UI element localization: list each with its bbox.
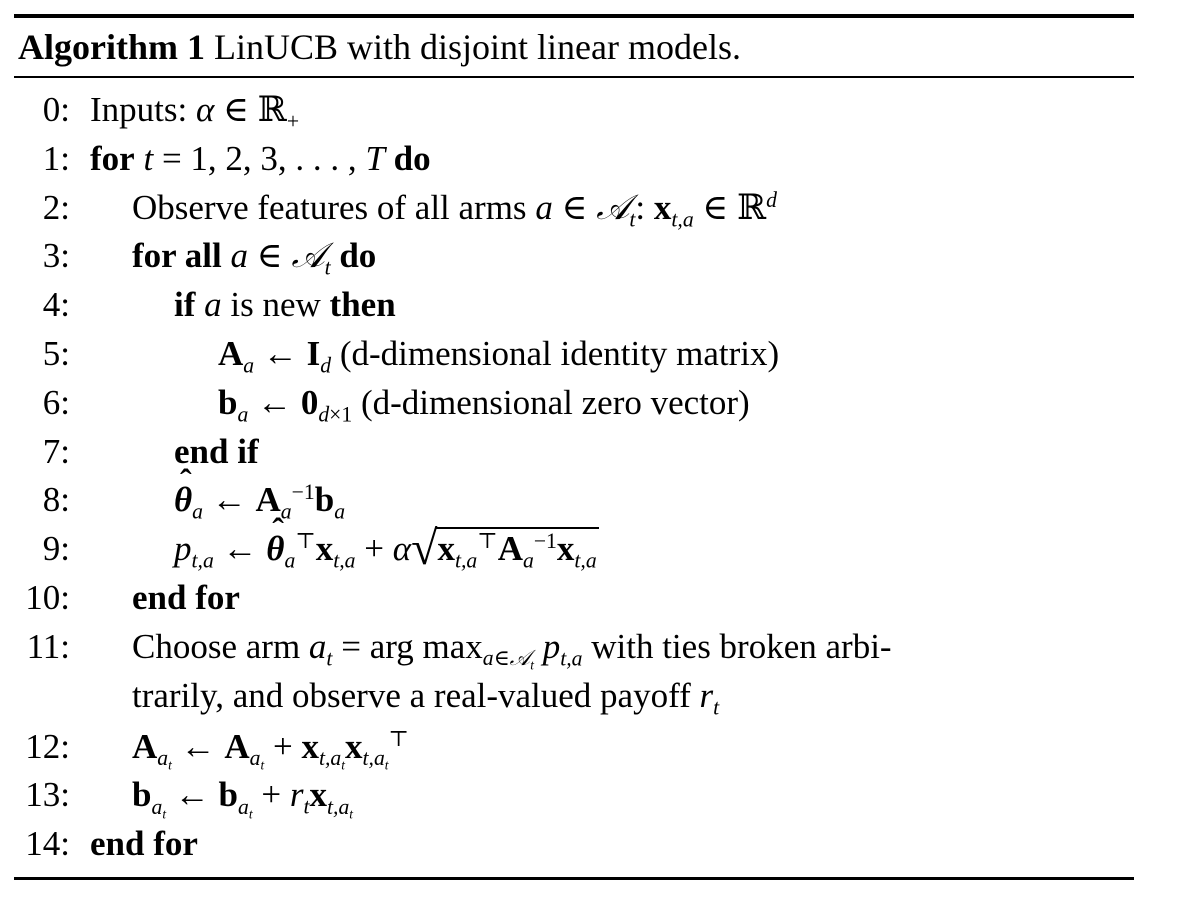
line-number: 3: — [42, 236, 70, 276]
line-text: trarily, and observe a real-valued payoff $r_t$ — [132, 675, 720, 720]
algorithm-line — [14, 86, 1134, 135]
line-number: 1: — [42, 138, 70, 178]
line-number: 13: — [25, 775, 70, 815]
line-text: for t = 1, 2, 3, . . . , T do — [90, 138, 431, 178]
line-number: 10: — [25, 577, 70, 617]
line-text: if a is new then — [174, 285, 396, 325]
line-text: Inputs: α ∈ ℝ$_+$ — [90, 90, 300, 134]
algorithm-line — [14, 330, 1134, 379]
line-number: 4: — [42, 285, 70, 325]
algorithm-line-continuation — [14, 672, 1134, 723]
line-text: Observe features of all arms a ∈ 𝒜$_t$: $x_{t,a}$ ∈ ℝ$^d$ — [132, 187, 778, 232]
algorithm-caption — [14, 18, 1134, 76]
algorithm-line — [14, 522, 1134, 576]
line-number: 14: — [25, 824, 70, 864]
algorithm-line — [14, 723, 1134, 772]
line-number: 2: — [42, 187, 70, 227]
algorithm-line — [14, 281, 1134, 330]
line-text: $b_a$ ← $0_{d\times 1}$ (d-dimensional zero vector) — [218, 382, 750, 427]
algorithm-line — [14, 771, 1134, 820]
algorithm-line — [14, 476, 1134, 525]
line-number: 7: — [42, 431, 70, 471]
bottom-rule — [14, 877, 1134, 880]
line-text: $p_{t,a}$ ← ˆ $\theta_a^⊤x_{t,a} + \alpha√x_{t,a}^⊤A_a^{-1}x_{t,a}$ — [174, 525, 599, 574]
line-text: Choose arm $a_t$ = arg $\max_{a\in 𝒜_t} p_{t,a}$ with ties broken arbi- — [132, 626, 892, 674]
line-number: 6: — [42, 382, 70, 422]
line-text: end for — [132, 577, 240, 617]
line-text: $A_a$ ← $I_d$ (d-dimensional identity matrix) — [218, 333, 780, 378]
line-number: 8: — [42, 480, 70, 520]
algorithm-label: Algorithm 1 — [18, 27, 205, 67]
algorithm-line — [14, 135, 1134, 184]
algorithm-block — [14, 14, 1134, 880]
line-text: $A_{a_t}$ ← $A_{a_t} + x_{t,a_t}x_{t,a_t}^⊤$ — [132, 726, 409, 773]
line-text: end if — [174, 431, 259, 471]
algorithm-line — [14, 379, 1134, 428]
algorithm-line — [14, 184, 1134, 233]
line-number: 5: — [42, 333, 70, 373]
line-number: 11: — [26, 626, 70, 666]
line-text: for all a ∈ 𝒜$_t$ do — [132, 236, 377, 280]
line-number: 12: — [25, 726, 70, 766]
algorithm-lines — [14, 78, 1134, 869]
line-number: 0: — [42, 90, 70, 129]
line-number: 9: — [42, 529, 70, 569]
algorithm-line — [14, 232, 1134, 281]
line-text: ˆ $\theta_a$ ← $A_a^{-1}b_a$ — [174, 476, 345, 525]
algorithm-line — [14, 574, 1134, 623]
line-text: $b_{a_t}$ ← $b_{a_t} + r_tx_{t,a_t}$ — [132, 775, 354, 822]
algorithm-line — [14, 623, 1134, 672]
algorithm-title: LinUCB with disjoint linear models. — [213, 27, 741, 67]
algorithm-line — [14, 820, 1134, 869]
line-text: end for — [90, 824, 198, 864]
